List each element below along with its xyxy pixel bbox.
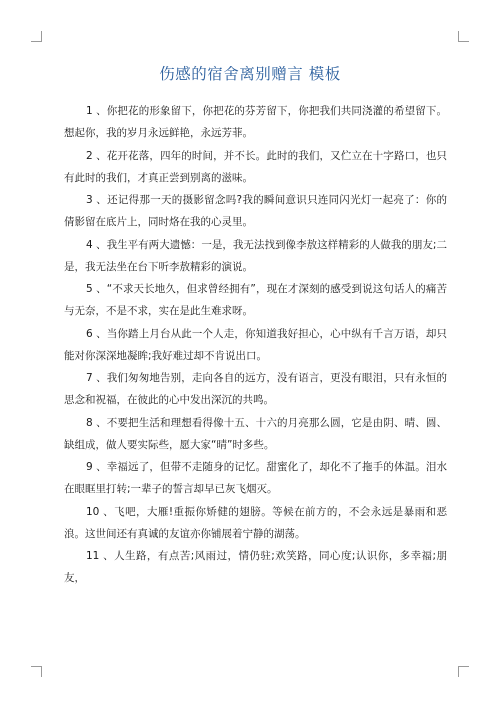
paragraph: 9 、幸福远了，但带不走随身的记忆。甜蜜化了，却化不了拖手的体温。泪水在眼眶里打转;一辈子的誓言却早已灰飞烟灭。	[64, 461, 447, 495]
paragraph: 3 、还记得那一天的摄影留念吗?我的瞬间意识只连同闪光灯一起亮了：你的倩影留在底片上，同时烙在我的心灵里。	[64, 194, 447, 228]
paragraph: 10 、飞吧，大雁!重振你矫健的翅膀。等候在前方的，不会永远是暴雨和恶浪。这世间还有真诚的友谊亦你铺展着宁静的湖荡。	[64, 505, 447, 540]
document-title: 伤感的宿舍离别赠言 模板	[159, 65, 341, 83]
paragraph: 2 、花开花落，四年的时间，并不长。此时的我们，又伫立在十字路口，也只有此时的我们，才真正尝到别离的滋味。	[64, 149, 447, 184]
page-corner-mark	[31, 31, 42, 42]
paragraph: 1 、你把花的形象留下，你把花的芬芳留下，你把我们共同浇灌的希望留下。想起你，我的岁月永远鲜艳，永远芳菲。	[64, 105, 447, 139]
paragraph: 5 、“不求天长地久，但求曾经拥有”，现在才深刻的感受到说这句话人的痛苦与无奈，不是不求，实在是此生难求呀。	[64, 283, 447, 317]
paragraph: 7 、我们匆匆地告别，走向各自的远方，没有语言，更没有眼泪，只有永恒的思念和祝福，在彼此的心中发出深沉的共鸣。	[64, 372, 447, 406]
page-corner-mark	[458, 31, 469, 42]
paragraph: 6 、当你踏上月台从此一个人走，你知道我好担心，心中纵有千言万语，却只能对你深深地凝眸;我好难过却不肯说出口。	[64, 327, 447, 362]
page-corner-mark	[458, 666, 469, 677]
paragraph: 4 、我生平有两大遗憾：一是，我无法找到像李敖这样精彩的人做我的朋友;二是，我无法坐在台下听李敖精彩的演说。	[64, 238, 447, 273]
paragraph: 11 、人生路，有点苦;风雨过，情仍驻;欢笑路，同心度;认识你，多幸福;朋友，	[64, 550, 447, 584]
paragraph: 8 、不要把生活和理想看得像十五、十六的月亮那么圆，它是由阴、晴、圆、缺组成，做人要实际些，愿大家“晴”时多些。	[64, 416, 447, 451]
document-body	[64, 100, 447, 590]
page-corner-mark	[31, 666, 42, 677]
